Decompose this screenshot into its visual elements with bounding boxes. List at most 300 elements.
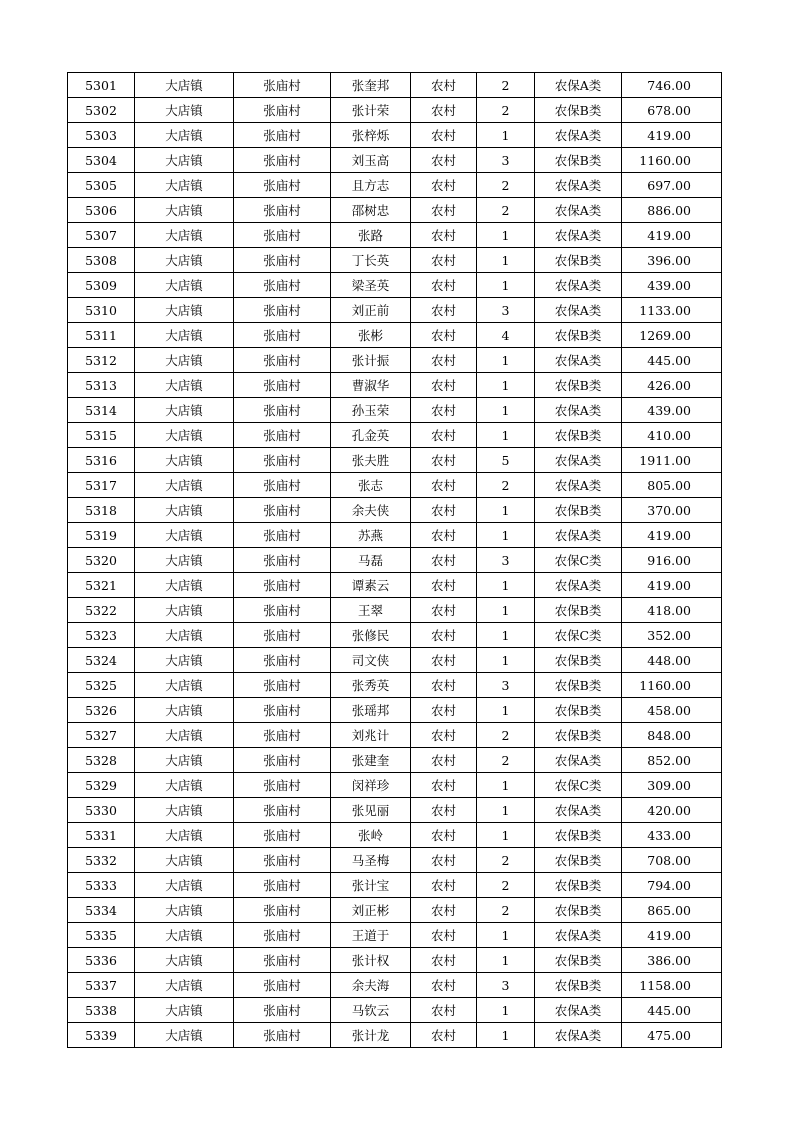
name-cell: 司文侠 [331,648,411,673]
record-number-cell: 5337 [68,973,135,998]
record-number-cell: 5313 [68,373,135,398]
amount-cell: 419.00 [622,523,722,548]
record-number-cell: 5318 [68,498,135,523]
area-type-cell: 农村 [411,473,477,498]
village-cell: 张庙村 [234,398,331,423]
insurance-category-cell: 农保A类 [535,398,622,423]
table-row [68,123,722,148]
town-cell: 大店镇 [135,798,234,823]
insurance-category-cell: 农保A类 [535,348,622,373]
name-cell: 且方志 [331,173,411,198]
table-row [68,323,722,348]
village-cell: 张庙村 [234,273,331,298]
household-size-cell: 1 [477,1023,535,1048]
table-row [68,848,722,873]
household-size-cell: 3 [477,298,535,323]
insurance-category-cell: 农保B类 [535,423,622,448]
table-row [68,448,722,473]
town-cell: 大店镇 [135,473,234,498]
village-cell: 张庙村 [234,948,331,973]
table-row [68,98,722,123]
record-number-cell: 5336 [68,948,135,973]
amount-cell: 1158.00 [622,973,722,998]
household-size-cell: 1 [477,273,535,298]
table-row [68,998,722,1023]
town-cell: 大店镇 [135,273,234,298]
town-cell: 大店镇 [135,423,234,448]
record-number-cell: 5315 [68,423,135,448]
town-cell: 大店镇 [135,73,234,98]
town-cell: 大店镇 [135,673,234,698]
town-cell: 大店镇 [135,148,234,173]
village-cell: 张庙村 [234,973,331,998]
village-cell: 张庙村 [234,798,331,823]
amount-cell: 309.00 [622,773,722,798]
name-cell: 苏燕 [331,523,411,548]
record-number-cell: 5335 [68,923,135,948]
name-cell: 刘兆计 [331,723,411,748]
household-size-cell: 1 [477,598,535,623]
table-row [68,198,722,223]
record-number-cell: 5311 [68,323,135,348]
insurance-category-cell: 农保A类 [535,923,622,948]
village-cell: 张庙村 [234,923,331,948]
amount-cell: 865.00 [622,898,722,923]
household-size-cell: 1 [477,423,535,448]
amount-cell: 848.00 [622,723,722,748]
name-cell: 张夫胜 [331,448,411,473]
area-type-cell: 农村 [411,498,477,523]
village-cell: 张庙村 [234,198,331,223]
insurance-category-cell: 农保B类 [535,373,622,398]
household-size-cell: 1 [477,498,535,523]
town-cell: 大店镇 [135,698,234,723]
name-cell: 张梓烁 [331,123,411,148]
insurance-category-cell: 农保A类 [535,448,622,473]
name-cell: 谭素云 [331,573,411,598]
name-cell: 张修民 [331,623,411,648]
record-number-cell: 5319 [68,523,135,548]
area-type-cell: 农村 [411,748,477,773]
table-row [68,498,722,523]
record-number-cell: 5328 [68,748,135,773]
table-row [68,773,722,798]
table-row [68,273,722,298]
town-cell: 大店镇 [135,598,234,623]
village-cell: 张庙村 [234,323,331,348]
insurance-category-cell: 农保B类 [535,248,622,273]
village-cell: 张庙村 [234,548,331,573]
name-cell: 张计权 [331,948,411,973]
village-cell: 张庙村 [234,573,331,598]
table-row [68,298,722,323]
household-size-cell: 2 [477,898,535,923]
household-size-cell: 3 [477,148,535,173]
household-size-cell: 1 [477,623,535,648]
record-number-cell: 5329 [68,773,135,798]
area-type-cell: 农村 [411,773,477,798]
insurance-category-cell: 农保A类 [535,198,622,223]
name-cell: 马圣梅 [331,848,411,873]
area-type-cell: 农村 [411,898,477,923]
record-number-cell: 5310 [68,298,135,323]
village-cell: 张庙村 [234,723,331,748]
village-cell: 张庙村 [234,98,331,123]
table-row [68,73,722,98]
area-type-cell: 农村 [411,623,477,648]
record-number-cell: 5330 [68,798,135,823]
village-cell: 张庙村 [234,348,331,373]
amount-cell: 370.00 [622,498,722,523]
area-type-cell: 农村 [411,1023,477,1048]
village-cell: 张庙村 [234,523,331,548]
record-number-cell: 5305 [68,173,135,198]
area-type-cell: 农村 [411,248,477,273]
town-cell: 大店镇 [135,173,234,198]
amount-cell: 448.00 [622,648,722,673]
amount-cell: 396.00 [622,248,722,273]
area-type-cell: 农村 [411,548,477,573]
amount-cell: 916.00 [622,548,722,573]
amount-cell: 352.00 [622,623,722,648]
town-cell: 大店镇 [135,1023,234,1048]
town-cell: 大店镇 [135,123,234,148]
table-row [68,648,722,673]
area-type-cell: 农村 [411,123,477,148]
area-type-cell: 农村 [411,398,477,423]
village-cell: 张庙村 [234,148,331,173]
insurance-category-cell: 农保B类 [535,723,622,748]
table-row [68,573,722,598]
record-number-cell: 5302 [68,98,135,123]
amount-cell: 697.00 [622,173,722,198]
table-row [68,623,722,648]
area-type-cell: 农村 [411,73,477,98]
household-size-cell: 2 [477,873,535,898]
table-row [68,423,722,448]
insurance-category-cell: 农保A类 [535,223,622,248]
amount-cell: 852.00 [622,748,722,773]
area-type-cell: 农村 [411,698,477,723]
amount-cell: 1269.00 [622,323,722,348]
insurance-category-cell: 农保A类 [535,573,622,598]
amount-cell: 1160.00 [622,148,722,173]
table-row [68,748,722,773]
village-cell: 张庙村 [234,998,331,1023]
record-number-cell: 5314 [68,398,135,423]
record-number-cell: 5301 [68,73,135,98]
household-size-cell: 1 [477,823,535,848]
name-cell: 张志 [331,473,411,498]
amount-cell: 433.00 [622,823,722,848]
village-cell: 张庙村 [234,498,331,523]
insurance-category-cell: 农保B类 [535,948,622,973]
record-number-cell: 5304 [68,148,135,173]
insurance-category-cell: 农保B类 [535,823,622,848]
table-row [68,723,722,748]
village-cell: 张庙村 [234,873,331,898]
name-cell: 余夫侠 [331,498,411,523]
town-cell: 大店镇 [135,948,234,973]
amount-cell: 886.00 [622,198,722,223]
name-cell: 刘正彬 [331,898,411,923]
insurance-category-cell: 农保A类 [535,273,622,298]
household-size-cell: 1 [477,223,535,248]
household-size-cell: 1 [477,398,535,423]
area-type-cell: 农村 [411,348,477,373]
town-cell: 大店镇 [135,773,234,798]
household-size-cell: 2 [477,173,535,198]
insurance-category-cell: 农保B类 [535,873,622,898]
name-cell: 张计宝 [331,873,411,898]
table-row [68,948,722,973]
table-row [68,798,722,823]
village-cell: 张庙村 [234,648,331,673]
household-size-cell: 1 [477,523,535,548]
name-cell: 张瑶邦 [331,698,411,723]
amount-cell: 419.00 [622,223,722,248]
village-cell: 张庙村 [234,73,331,98]
town-cell: 大店镇 [135,323,234,348]
table-row [68,973,722,998]
record-number-cell: 5320 [68,548,135,573]
town-cell: 大店镇 [135,248,234,273]
amount-cell: 794.00 [622,873,722,898]
town-cell: 大店镇 [135,723,234,748]
name-cell: 张建奎 [331,748,411,773]
record-number-cell: 5331 [68,823,135,848]
village-cell: 张庙村 [234,373,331,398]
record-number-cell: 5325 [68,673,135,698]
village-cell: 张庙村 [234,423,331,448]
name-cell: 张岭 [331,823,411,848]
village-cell: 张庙村 [234,223,331,248]
record-number-cell: 5312 [68,348,135,373]
household-size-cell: 1 [477,998,535,1023]
name-cell: 马钦云 [331,998,411,1023]
town-cell: 大店镇 [135,198,234,223]
village-cell: 张庙村 [234,298,331,323]
household-size-cell: 1 [477,123,535,148]
table-row [68,398,722,423]
name-cell: 孙玉荣 [331,398,411,423]
amount-cell: 426.00 [622,373,722,398]
area-type-cell: 农村 [411,148,477,173]
amount-cell: 746.00 [622,73,722,98]
household-size-cell: 3 [477,673,535,698]
amount-cell: 678.00 [622,98,722,123]
table-row [68,248,722,273]
insurance-category-cell: 农保A类 [535,523,622,548]
amount-cell: 386.00 [622,948,722,973]
record-number-cell: 5308 [68,248,135,273]
name-cell: 马磊 [331,548,411,573]
record-number-cell: 5333 [68,873,135,898]
area-type-cell: 农村 [411,448,477,473]
record-number-cell: 5338 [68,998,135,1023]
insurance-category-cell: 农保A类 [535,998,622,1023]
amount-cell: 1911.00 [622,448,722,473]
insurance-category-cell: 农保A类 [535,748,622,773]
name-cell: 张秀英 [331,673,411,698]
area-type-cell: 农村 [411,648,477,673]
insurance-category-cell: 农保B类 [535,148,622,173]
record-number-cell: 5307 [68,223,135,248]
village-cell: 张庙村 [234,623,331,648]
amount-cell: 419.00 [622,123,722,148]
household-size-cell: 4 [477,323,535,348]
allowance-table-sheet [67,72,721,1048]
amount-cell: 445.00 [622,348,722,373]
name-cell: 张计荣 [331,98,411,123]
town-cell: 大店镇 [135,448,234,473]
village-cell: 张庙村 [234,848,331,873]
insurance-category-cell: 农保B类 [535,698,622,723]
record-number-cell: 5303 [68,123,135,148]
insurance-category-cell: 农保B类 [535,498,622,523]
town-cell: 大店镇 [135,848,234,873]
area-type-cell: 农村 [411,273,477,298]
household-size-cell: 1 [477,948,535,973]
record-number-cell: 5332 [68,848,135,873]
table-body [68,73,722,1048]
insurance-category-cell: 农保B类 [535,973,622,998]
area-type-cell: 农村 [411,523,477,548]
area-type-cell: 农村 [411,223,477,248]
insurance-category-cell: 农保A类 [535,173,622,198]
name-cell: 张路 [331,223,411,248]
amount-cell: 1133.00 [622,298,722,323]
village-cell: 张庙村 [234,698,331,723]
village-cell: 张庙村 [234,473,331,498]
table-row [68,698,722,723]
name-cell: 曹淑华 [331,373,411,398]
insurance-category-cell: 农保A类 [535,798,622,823]
table-row [68,823,722,848]
name-cell: 张计龙 [331,1023,411,1048]
area-type-cell: 农村 [411,848,477,873]
name-cell: 余夫海 [331,973,411,998]
town-cell: 大店镇 [135,573,234,598]
amount-cell: 439.00 [622,273,722,298]
amount-cell: 475.00 [622,1023,722,1048]
record-number-cell: 5321 [68,573,135,598]
insurance-category-cell: 农保C类 [535,773,622,798]
name-cell: 张见丽 [331,798,411,823]
village-cell: 张庙村 [234,773,331,798]
table-row [68,148,722,173]
town-cell: 大店镇 [135,548,234,573]
record-number-cell: 5326 [68,698,135,723]
town-cell: 大店镇 [135,498,234,523]
town-cell: 大店镇 [135,973,234,998]
amount-cell: 420.00 [622,798,722,823]
insurance-category-cell: 农保A类 [535,73,622,98]
insurance-category-cell: 农保B类 [535,648,622,673]
record-number-cell: 5322 [68,598,135,623]
household-size-cell: 5 [477,448,535,473]
area-type-cell: 农村 [411,873,477,898]
insurance-category-cell: 农保B类 [535,598,622,623]
table-row [68,523,722,548]
table-row [68,473,722,498]
area-type-cell: 农村 [411,573,477,598]
name-cell: 孔金英 [331,423,411,448]
area-type-cell: 农村 [411,98,477,123]
village-cell: 张庙村 [234,748,331,773]
village-cell: 张庙村 [234,598,331,623]
table-row [68,173,722,198]
household-size-cell: 2 [477,98,535,123]
area-type-cell: 农村 [411,973,477,998]
insurance-category-cell: 农保A类 [535,298,622,323]
amount-cell: 1160.00 [622,673,722,698]
record-number-cell: 5306 [68,198,135,223]
amount-cell: 419.00 [622,923,722,948]
area-type-cell: 农村 [411,423,477,448]
area-type-cell: 农村 [411,948,477,973]
insurance-category-cell: 农保A类 [535,1023,622,1048]
name-cell: 张彬 [331,323,411,348]
table-row [68,223,722,248]
household-size-cell: 3 [477,973,535,998]
household-size-cell: 1 [477,648,535,673]
household-size-cell: 2 [477,748,535,773]
household-size-cell: 1 [477,348,535,373]
household-size-cell: 1 [477,923,535,948]
name-cell: 王道于 [331,923,411,948]
area-type-cell: 农村 [411,673,477,698]
town-cell: 大店镇 [135,523,234,548]
record-number-cell: 5339 [68,1023,135,1048]
area-type-cell: 农村 [411,998,477,1023]
insurance-category-cell: 农保B类 [535,898,622,923]
table-row [68,673,722,698]
table-row [68,348,722,373]
town-cell: 大店镇 [135,398,234,423]
village-cell: 张庙村 [234,173,331,198]
household-size-cell: 1 [477,248,535,273]
area-type-cell: 农村 [411,923,477,948]
town-cell: 大店镇 [135,873,234,898]
household-size-cell: 1 [477,698,535,723]
amount-cell: 708.00 [622,848,722,873]
record-number-cell: 5317 [68,473,135,498]
insurance-category-cell: 农保B类 [535,323,622,348]
name-cell: 王翠 [331,598,411,623]
town-cell: 大店镇 [135,748,234,773]
household-size-cell: 2 [477,723,535,748]
name-cell: 刘玉高 [331,148,411,173]
insurance-category-cell: 农保C类 [535,623,622,648]
amount-cell: 410.00 [622,423,722,448]
village-cell: 张庙村 [234,123,331,148]
village-cell: 张庙村 [234,448,331,473]
insurance-category-cell: 农保B类 [535,98,622,123]
name-cell: 丁长英 [331,248,411,273]
town-cell: 大店镇 [135,373,234,398]
area-type-cell: 农村 [411,798,477,823]
area-type-cell: 农村 [411,823,477,848]
name-cell: 邵树忠 [331,198,411,223]
area-type-cell: 农村 [411,323,477,348]
record-number-cell: 5324 [68,648,135,673]
amount-cell: 418.00 [622,598,722,623]
household-size-cell: 2 [477,848,535,873]
table-row [68,923,722,948]
name-cell: 张计振 [331,348,411,373]
household-size-cell: 1 [477,573,535,598]
